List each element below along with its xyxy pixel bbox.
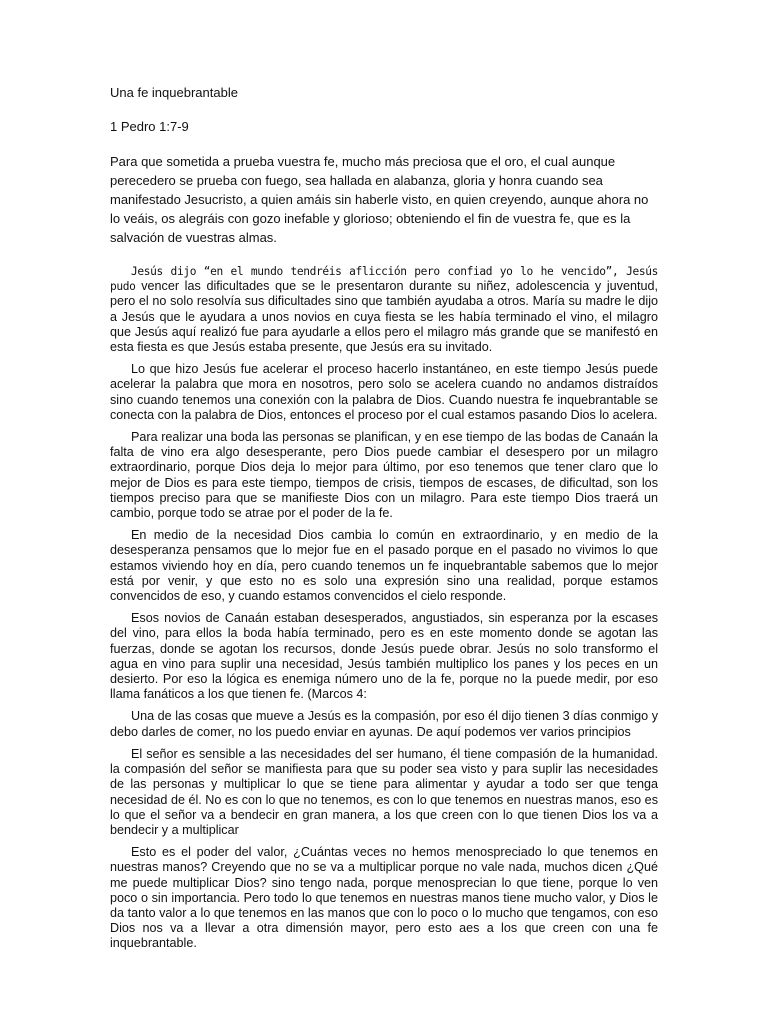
body-paragraph-3: Para realizar una boda las personas se planifican, y en ese tiempo de las bodas de Canaán la falta de vino era algo desesperante, pero Dios puede cambiar el desespero por un milagro extraordinario, porque Dios deja lo mejor para último, por eso tenemos que tener claro que lo mejor de Dios es para este tiempo, tiempos de crisis, tiempos de escases, de dificultad, son los tiempos preciso para que se manifieste Dios con un milagro. Para este tiempo Dios traerá un cambio, porque todo se atrae por el poder de la fe. xyxy=(110,430,658,521)
document-title: Una fe inquebrantable xyxy=(110,85,238,100)
body-paragraph-1 xyxy=(110,264,658,355)
document-page xyxy=(110,84,658,959)
scripture-reference: 1 Pedro 1:7-9 xyxy=(110,119,189,134)
paragraph-text: vencer las dificultades que se le presentaron durante su niñez, adolescencia y juventud, pero el no solo resolvía sus dificultades sino que también ayudaba a otros. María su madre le dijo a Jesús que le ayudara a unos novios en cuya fiesta se les había terminado el vino, el milagro que Jesús aquí realizó fue para ayudarle a ellos pero el milagro más grande que se manifestó en esta fiesta es que Jesús estaba presente, que Jesús era su invitado. xyxy=(110,279,658,355)
body-paragraph-8: Esto es el poder del valor, ¿Cuántas veces no hemos menospreciado lo que tenemos en nuestras manos? Creyendo que no se va a multiplicar porque no vale nada, muchos dicen ¿Qué me puede multiplicar Dios? sino tengo nada, porque menosprecian lo que tiene, porque lo ven poco o sin importancia. Pero todo lo que tenemos en nuestras manos tiene mucho valor, y Dios le da tanto valor a lo que tenemos en las manos que con lo poco o lo mucho que tengamos, con eso Dios nos va a llevar a otra dimensión mayor, pero esto aes a los que creen con una fe inquebrantable. xyxy=(110,845,658,951)
body-paragraph-7: El señor es sensible a las necesidades del ser humano, él tiene compasión de la humanidad. la compasión del señor se manifiesta para que su poder sea visto y para suplir las necesidades de las personas y multiplicar lo que se tiene para alimentar y ayudar a todo ser que tenga necesidad de él. No es con lo que no tenemos, es con lo que tenemos en nuestras manos, eso es lo que el señor va a bendecir en gran manera, a los que creen con lo que tienen Dios los va a bendecir y a multiplicar xyxy=(110,746,658,837)
body-paragraph-5: Esos novios de Canaán estaban desesperados, angustiados, sin esperanza por la escases del vino, para ellos la boda había terminado, pero es en este momento donde se agotan las fuerzas, donde se agotan los recursos, donde Jesús puede obrar. Jesús no solo transformo el agua en vino para suplir una necesidad, Jesús también multiplico los panes y los peces en un desierto. Por eso la lógica es enemiga número uno de la fe, porque no la puede medir, por eso llama fanáticos a los que tienen fe. (Marcos 4: xyxy=(110,611,658,702)
body-paragraph-4: En medio de la necesidad Dios cambia lo común en extraordinario, y en medio de la desesperanza pensamos que lo mejor fue en el pasado porque en el pasado no vivimos lo que estamos viviendo hoy en día, pero cuando tenemos un fe inquebrantable sabemos que lo mejor está por venir, y que esto no es solo una expresión sino una realidad, porque estamos convencidos de eso, y cuando estamos convencidos el cielo responde. xyxy=(110,528,658,604)
paragraph-quote-lead: Jesús dijo “en el mundo tendréis aflicción pero confiad yo lo he vencido”, Jesús pudo xyxy=(110,265,658,294)
body-paragraph-2: Lo que hizo Jesús fue acelerar el proceso hacerlo instantáneo, en este tiempo Jesús puede acelerar la palabra que mora en nosotros, pero solo se acelera cuando no andamos distraídos sino cuando tenemos una conexión con la palabra de Dios. Cuando nuestra fe inquebrantable se conecta con la palabra de Dios, entonces el proceso por el cual estamos pasando Dios lo acelera. xyxy=(110,362,658,422)
body-paragraph-6: Una de las cosas que mueve a Jesús es la compasión, por eso él dijo tienen 3 días conmigo y debo darles de comer, no los puedo enviar en ayunas. De aquí podemos ver varios principios xyxy=(110,709,658,739)
scripture-verse: Para que sometida a prueba vuestra fe, mucho más preciosa que el oro, el cual aunque perecedero se prueba con fuego, sea hallada en alabanza, gloria y honra cuando sea manifestado Jesucristo, a quien amáis sin haberle visto, en quien creyendo, aunque ahora no lo veáis, os alegráis con gozo inefable y glorioso; obteniendo el fin de vuestra fe, que es la salvación de vuestras almas. xyxy=(110,154,649,245)
